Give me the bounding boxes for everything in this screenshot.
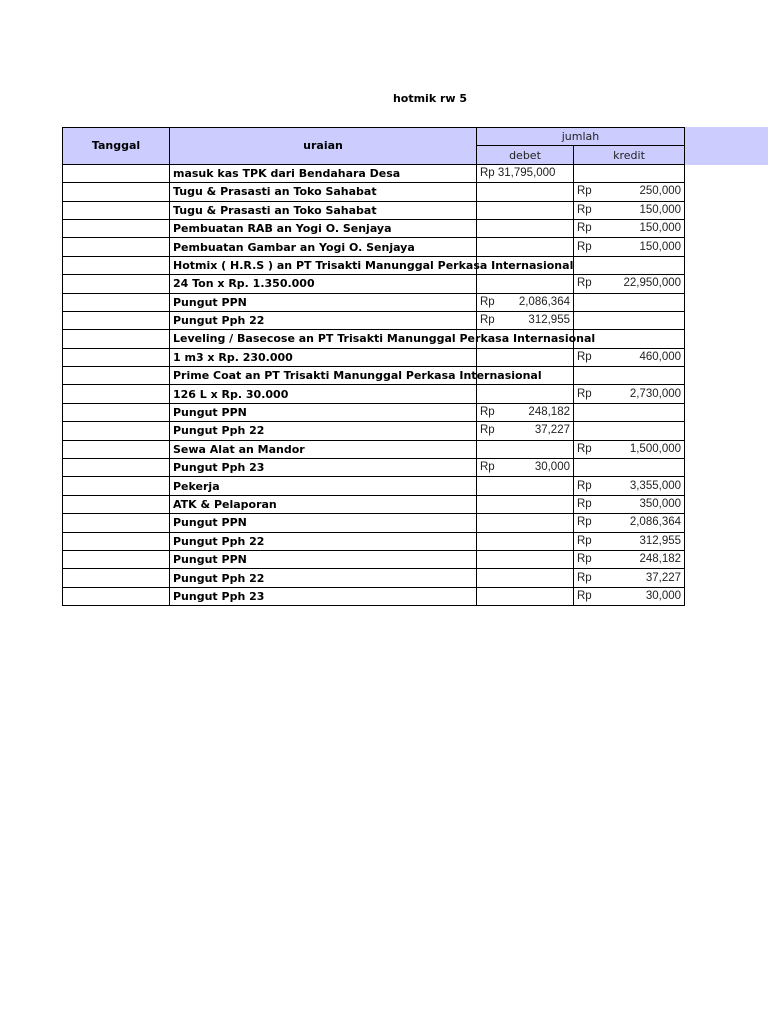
kredit-amount: 37,227: [645, 571, 682, 584]
cell-tanggal: [63, 311, 170, 329]
kredit-amount: 460,000: [639, 350, 682, 363]
kredit-amount: 250,000: [639, 185, 682, 198]
kredit-amount: 2,086,364: [629, 516, 682, 529]
table-row: [63, 256, 685, 274]
cell-tanggal: [63, 477, 170, 495]
cell-debet: [477, 183, 574, 201]
currency-label: Rp: [577, 203, 592, 216]
table-row: [63, 440, 685, 458]
uraian-text: Pembuatan Gambar an Yogi O. Senjaya: [173, 240, 415, 254]
cell-tanggal: [63, 275, 170, 293]
currency-label: Rp: [577, 185, 592, 198]
currency-label: Rp: [480, 406, 495, 419]
cell-debet: [477, 164, 574, 182]
cell-uraian: [170, 256, 574, 274]
table-row: [63, 219, 685, 237]
uraian-text: Pungut PPN: [173, 516, 247, 530]
currency-label: Rp: [577, 571, 592, 584]
currency-label: Rp: [480, 424, 495, 437]
cell-tanggal: [63, 403, 170, 421]
kredit-amount: 150,000: [639, 240, 682, 253]
debet-amount: 2,086,364: [518, 295, 570, 308]
currency-label: Rp: [480, 295, 495, 308]
table-row: [63, 477, 685, 495]
debet-amount: 30,000: [534, 461, 570, 474]
uraian-text: Hotmix ( H.R.S ) an PT Trisakti Manunggal Perkasa Internasional: [173, 258, 574, 272]
debet-amount: 37,227: [534, 424, 570, 437]
col-header-tanggal: Tanggal: [63, 128, 170, 165]
cell-kredit: [574, 422, 685, 440]
cell-kredit: [574, 219, 685, 237]
uraian-text: Pembuatan RAB an Yogi O. Senjaya: [173, 222, 392, 236]
header-band-extension: [684, 127, 768, 165]
cell-kredit: [574, 532, 685, 550]
cell-kredit: [574, 164, 685, 182]
cell-tanggal: [63, 550, 170, 568]
cell-tanggal: [63, 514, 170, 532]
cell-uraian: [170, 569, 477, 587]
uraian-text: Pungut PPN: [173, 406, 247, 420]
uraian-text: Pungut Pph 22: [173, 424, 265, 438]
cell-uraian: [170, 219, 477, 237]
table-row: [63, 459, 685, 477]
table-row: [63, 403, 685, 421]
currency-label: Rp: [577, 350, 592, 363]
uraian-text: Pungut Pph 22: [173, 571, 265, 585]
cell-tanggal: [63, 219, 170, 237]
cell-tanggal: [63, 532, 170, 550]
cell-debet: [477, 477, 574, 495]
currency-label: Rp: [577, 479, 592, 492]
kredit-amount: 312,955: [639, 534, 682, 547]
cell-tanggal: [63, 422, 170, 440]
cell-kredit: [574, 587, 685, 605]
cell-tanggal: [63, 385, 170, 403]
cell-uraian: [170, 293, 477, 311]
ledger-body: [63, 164, 685, 605]
table-row: [63, 550, 685, 568]
cell-uraian: [170, 330, 596, 348]
currency-label: Rp: [577, 589, 592, 602]
cell-uraian: [170, 164, 477, 182]
cell-uraian: [170, 550, 477, 568]
uraian-text: Pungut Pph 23: [173, 589, 265, 603]
table-row: [63, 587, 685, 605]
col-header-uraian: uraian: [170, 128, 477, 165]
cell-kredit: [574, 348, 685, 366]
uraian-text: Prime Coat an PT Trisakti Manunggal Perkasa Internasional: [173, 369, 542, 383]
cell-kredit: [574, 477, 685, 495]
currency-label: Rp: [480, 314, 495, 327]
currency-label: Rp: [577, 516, 592, 529]
currency-label: Rp: [577, 534, 592, 547]
cell-debet: [477, 550, 574, 568]
ledger-table: [62, 127, 685, 606]
cell-uraian: [170, 348, 477, 366]
kredit-amount: 2,730,000: [629, 387, 682, 400]
cell-debet: [477, 459, 574, 477]
uraian-text: Pungut PPN: [173, 295, 247, 309]
cell-kredit: [574, 275, 685, 293]
uraian-text: Tugu & Prasasti an Toko Sahabat: [173, 203, 377, 217]
cell-uraian: [170, 311, 477, 329]
cell-kredit: [574, 311, 685, 329]
cell-tanggal: [63, 330, 170, 348]
cell-debet: [477, 587, 574, 605]
kredit-amount: 3,355,000: [629, 479, 682, 492]
table-row: [63, 164, 685, 182]
cell-kredit: [574, 293, 685, 311]
cell-tanggal: [63, 569, 170, 587]
uraian-text: Tugu & Prasasti an Toko Sahabat: [173, 185, 377, 199]
cell-uraian: [170, 238, 477, 256]
uraian-text: 1 m3 x Rp. 230.000: [173, 350, 293, 364]
kredit-amount: 248,182: [639, 553, 682, 566]
table-row: [63, 532, 685, 550]
cell-tanggal: [63, 495, 170, 513]
cell-uraian: [170, 532, 477, 550]
table-row: [63, 514, 685, 532]
cell-kredit: [574, 495, 685, 513]
kredit-amount: 22,950,000: [623, 277, 682, 290]
cell-tanggal: [63, 367, 170, 385]
cell-tanggal: [63, 238, 170, 256]
table-row: [63, 238, 685, 256]
table-row: [63, 495, 685, 513]
table-row: [63, 183, 685, 201]
cell-uraian: [170, 514, 477, 532]
uraian-text: Pungut Pph 23: [173, 461, 265, 475]
cell-debet: [477, 440, 574, 458]
cell-tanggal: [63, 183, 170, 201]
table-row: [63, 275, 685, 293]
cell-uraian: [170, 367, 542, 385]
currency-label: Rp: [577, 387, 592, 400]
currency-label: Rp: [577, 277, 592, 290]
cell-tanggal: [63, 459, 170, 477]
cell-uraian: [170, 403, 477, 421]
cell-uraian: [170, 183, 477, 201]
cell-kredit: [574, 201, 685, 219]
cell-debet: [477, 403, 574, 421]
uraian-text: masuk kas TPK dari Bendahara Desa: [173, 166, 401, 180]
page-title: hotmik rw 5: [392, 92, 468, 105]
kredit-amount: 30,000: [645, 589, 682, 602]
table-row: [63, 293, 685, 311]
currency-label: Rp: [577, 222, 592, 235]
cell-uraian: [170, 201, 477, 219]
cell-debet: [477, 275, 574, 293]
currency-label: Rp: [577, 240, 592, 253]
table-row: [63, 385, 685, 403]
cell-uraian: [170, 587, 477, 605]
cell-kredit: [574, 403, 685, 421]
uraian-text: Pekerja: [173, 479, 220, 493]
debet-amount: 312,955: [528, 314, 570, 327]
uraian-text: 126 L x Rp. 30.000: [173, 387, 289, 401]
cell-debet: [477, 311, 574, 329]
cell-uraian: [170, 459, 477, 477]
cell-tanggal: [63, 201, 170, 219]
cell-kredit: [574, 367, 685, 385]
uraian-text: Sewa Alat an Mandor: [173, 442, 305, 456]
cell-uraian: [170, 495, 477, 513]
cell-kredit: [574, 459, 685, 477]
cell-tanggal: [63, 164, 170, 182]
cell-debet: [477, 495, 574, 513]
table-row: [63, 569, 685, 587]
cell-debet: [477, 201, 574, 219]
table-row: [63, 311, 685, 329]
currency-label: Rp: [577, 442, 592, 455]
debet-amount: 248,182: [528, 406, 570, 419]
kredit-amount: 150,000: [639, 222, 682, 235]
cell-debet: [477, 532, 574, 550]
cell-uraian: [170, 385, 477, 403]
table-row: [63, 367, 685, 385]
kredit-amount: 150,000: [639, 203, 682, 216]
uraian-text: ATK & Pelaporan: [173, 498, 277, 511]
cell-debet: [477, 385, 574, 403]
table-row: [63, 348, 685, 366]
col-header-jumlah: jumlah: [477, 128, 685, 146]
cell-tanggal: [63, 587, 170, 605]
cell-debet: [477, 238, 574, 256]
table-row: [63, 422, 685, 440]
cell-debet: [477, 219, 574, 237]
currency-label: Rp: [480, 461, 495, 474]
cell-debet: [477, 514, 574, 532]
cell-debet: [477, 422, 574, 440]
cell-kredit: [574, 385, 685, 403]
cell-kredit: [574, 256, 685, 274]
currency-label: Rp: [577, 553, 592, 566]
kredit-amount: 350,000: [639, 498, 682, 510]
header-row-1: [63, 128, 685, 146]
cell-kredit: [574, 569, 685, 587]
cell-kredit: [574, 440, 685, 458]
table-row: [63, 201, 685, 219]
cell-kredit: [574, 183, 685, 201]
col-header-debet: debet: [477, 146, 574, 164]
cell-uraian: [170, 275, 477, 293]
uraian-text: Pungut Pph 22: [173, 314, 265, 328]
cell-uraian: [170, 440, 477, 458]
cell-debet: [477, 293, 574, 311]
cell-kredit: [574, 238, 685, 256]
cell-tanggal: [63, 256, 170, 274]
col-header-kredit: kredit: [574, 146, 685, 164]
cell-kredit: [574, 550, 685, 568]
uraian-text: Leveling / Basecose an PT Trisakti Manunggal Perkasa Internasional: [173, 332, 596, 346]
cell-debet: [477, 348, 574, 366]
debet-amount: Rp 31,795,000: [480, 166, 556, 179]
cell-tanggal: [63, 440, 170, 458]
cell-uraian: [170, 422, 477, 440]
cell-tanggal: [63, 293, 170, 311]
cell-tanggal: [63, 348, 170, 366]
table-row: [63, 330, 685, 348]
uraian-text: Pungut PPN: [173, 553, 247, 567]
cell-kredit: [574, 514, 685, 532]
cell-debet: [477, 569, 574, 587]
currency-label: Rp: [577, 498, 592, 510]
cell-uraian: [170, 477, 477, 495]
uraian-text: 24 Ton x Rp. 1.350.000: [173, 277, 315, 291]
kredit-amount: 1,500,000: [629, 442, 682, 455]
uraian-text: Pungut Pph 22: [173, 534, 265, 548]
